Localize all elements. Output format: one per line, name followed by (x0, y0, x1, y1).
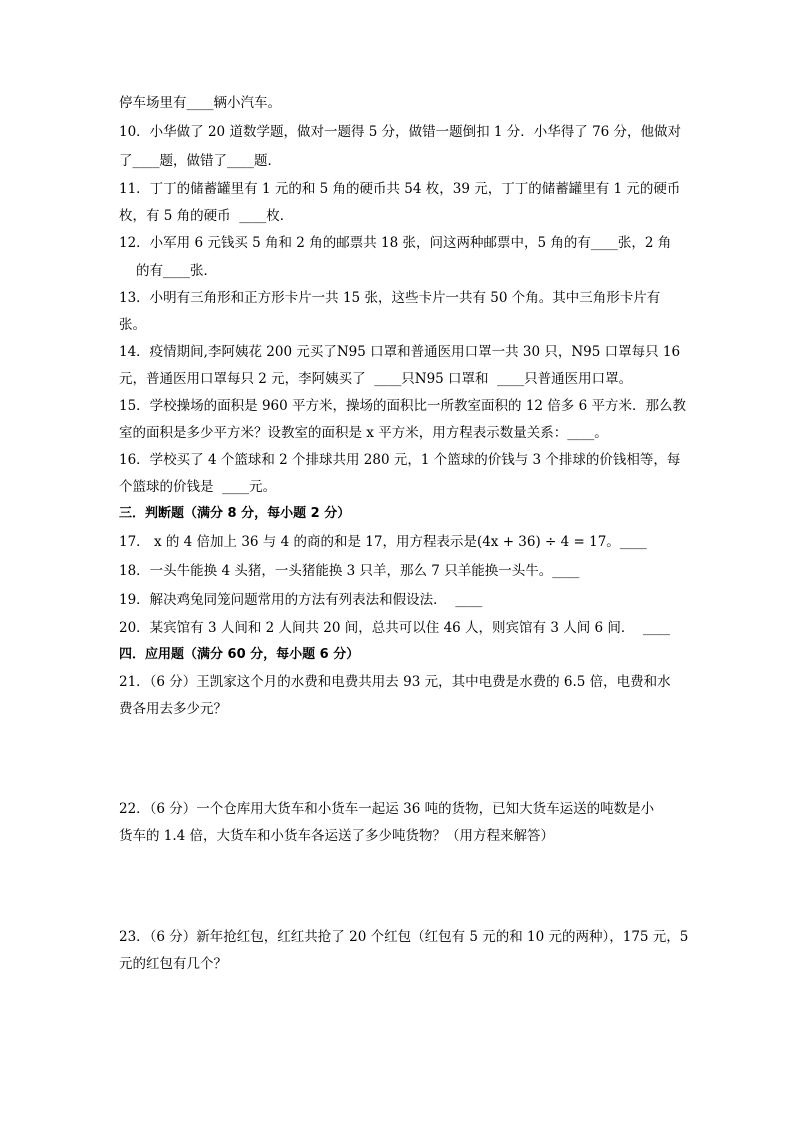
q21-line-1: 21．（6 分）王凯家这个月的水费和电费共用去 93 元，其中电费是水费的 6.5 倍，电费和水 (119, 674, 671, 690)
q14-line-1: 14．疫情期间,李阿姨花 200 元买了N95 口罩和普通医用口罩一共 30 只，N95 口罩每只 16 (119, 344, 681, 360)
q15-line-2: 室的面积是多少平方米？设教室的面积是 x 平方米，用方程表示数量关系：____。 (119, 425, 608, 441)
q10-line-1: 10．小华做了 20 道数学题，做对一题得 5 分，做错一题倒扣 1 分．小华得了 76 分，他做对 (119, 124, 682, 140)
q21-line-2: 费各用去多少元？ (119, 701, 227, 717)
q22-line-2: 货车的 1.4 倍，大货车和小货车各运送了多少吨货物？（用方程来解答） (119, 828, 555, 844)
q16-line-1: 16．学校买了 4 个篮球和 2 个排球共用 280 元，1 个篮球的价钱与 3 个排球的价钱相等，每 (119, 452, 681, 468)
q12-line-1: 12．小军用 6 元钱买 5 角和 2 角的邮票共 18 张，问这两种邮票中，5 角的有____张，2 角 (119, 235, 672, 251)
q13-line-1: 13．小明有三角形和正方形卡片一共 15 张，这些卡片一共有 50 个角。其中三角形卡片有 (119, 290, 661, 306)
q23-line-1: 23．（6 分）新年抢红包，红红共抢了 20 个红包（红包有 5 元的和 10 元的两种），175 元，5 (119, 929, 689, 945)
q14-line-2: 元，普通医用口罩每只 2 元，李阿姨买了 ____只N95 口罩和 ____只普通医用口罩。 (119, 371, 633, 387)
q11-line-2: 枚，有 5 角的硬币 ____枚． (119, 208, 294, 224)
q11-line-1: 11．丁丁的储蓄罐里有 1 元的和 5 角的硬币共 54 枚，39 元，丁丁的储蓄罐里有 1 元的硬币 (119, 181, 681, 197)
q12-line-2: 的有____张． (136, 263, 217, 279)
q18: 18．一头牛能换 4 头猪，一头猪能换 3 只羊，那么 7 只羊能换一头牛。____ (119, 563, 580, 579)
q17: 17． x 的 4 倍加上 36 与 4 的商的和是 17，用方程表示是(4x + 36) ÷ 4 = 17。____ (119, 534, 647, 550)
section-4-heading: 四．应用题（满分 60 分，每小题 6 分） (119, 647, 360, 662)
q9-continuation: 停车场里有____辆小汽车。 (119, 95, 281, 111)
q16-line-2: 个篮球的价钱是 ____元。 (119, 479, 277, 495)
q15-line-1: 15．学校操场的面积是 960 平方米，操场的面积比一所教室面积的 12 倍多 6 平方米．那么教 (119, 398, 686, 414)
q13-line-2: 张。 (119, 317, 146, 333)
q20: 20．某宾馆有 3 人间和 2 人间共 20 间，总共可以住 46 人，则宾馆有 3 人间 6 间． ____ (119, 620, 670, 636)
section-3-heading: 三．判断题（满分 8 分，每小题 2 分） (119, 506, 351, 521)
q22-line-1: 22．（6 分）一个仓库用大货车和小货车一起运 36 吨的货物，已知大货车运送的吨数是小 (119, 801, 655, 817)
q10-line-2: 了____题，做错了____题． (119, 153, 281, 169)
q19: 19．解决鸡兔同笼问题常用的方法有列表法和假设法． ____ (119, 592, 483, 608)
q23-line-2: 元的红包有几个？ (119, 956, 227, 972)
